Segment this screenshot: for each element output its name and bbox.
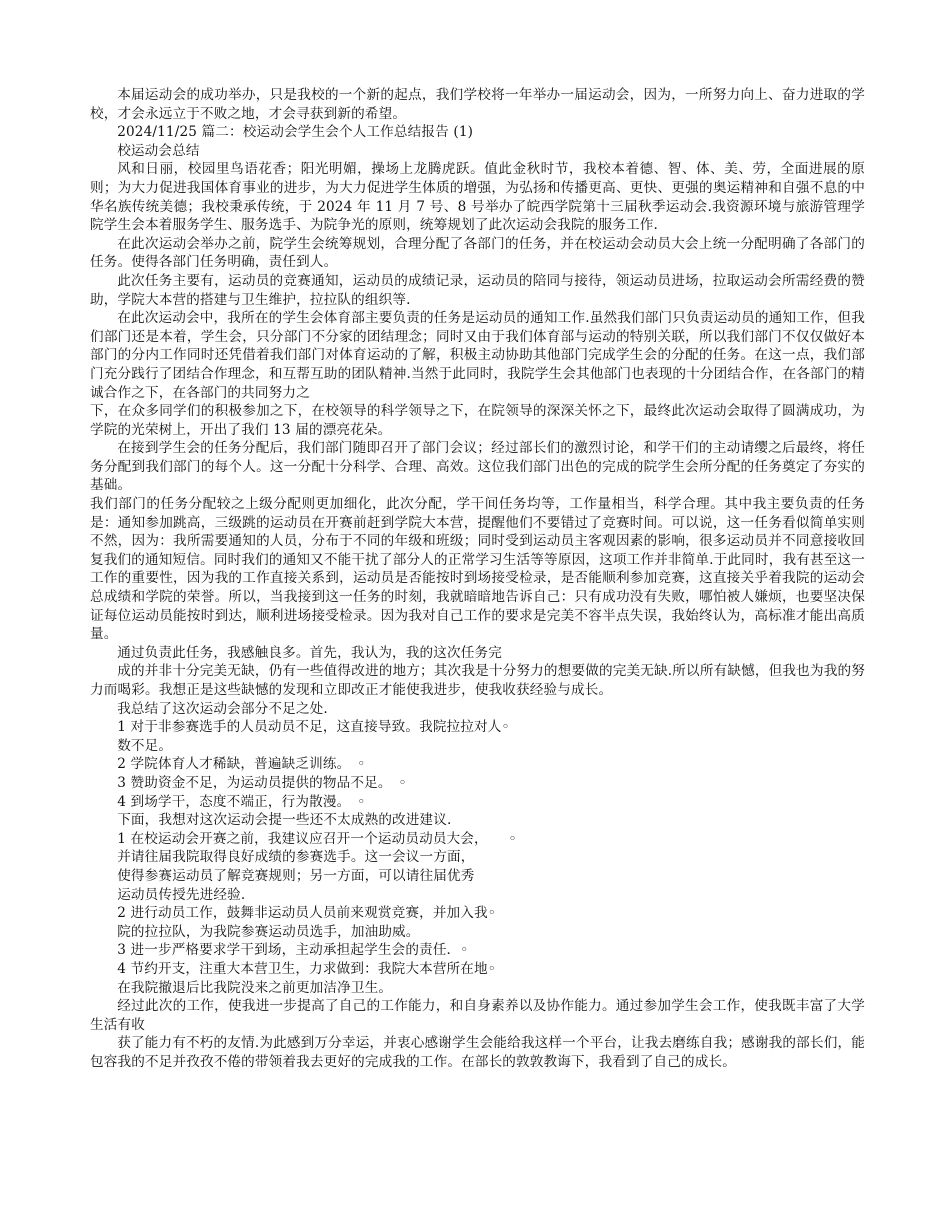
list-item-shortcoming-1-cont: 数不足。 bbox=[117, 737, 173, 754]
paragraph-opening: 风和日丽，校园里鸟语花香；阳光明媚，操场上龙腾虎跃。值此金秋时节，我校本着德、智、体、美、劳，全面进展的原则；为大力促进我国体育事业的进步，为大力促进学生体质的增强，为弘扬和传播更高、更快、更强的奥运精神和自强不息的中华名族传统美德；我校秉承传统，于 2024 年 11 月 7 号、8 号举办了皖西学院第十三届秋季运动会.我资源环境与旅游管理学院学生会本着服务学生、服务选手、为院争光的原则，统筹规划了此次运动会我院的服务工作. bbox=[90, 161, 865, 234]
paragraph-reflection: 成的并非十分完美无缺，仍有一些值得改进的地方；其次我是十分努力的想要做的完美无缺.所以所有缺憾，但我也为我的努力而喝彩。我想正是这些缺憾的发现和立即改正才能使我进步，使我收获经验与成长。 bbox=[90, 663, 865, 698]
list-item-suggestion-1-cont-c: 运动员传授先进经验. bbox=[117, 886, 246, 903]
paragraph-sports-department: 在此次运动会中，我所在的学生会体育部主要负责的任务是运动员的通知工作.虽然我们部门只负责运动员的通知工作，但我们部门还是本着，学生会，只分部门不分家的团结理念；同时又由于我们体育部与运动的特别关联，所以我们部门不仅仅做好本部门的分内工作同时还凭借着我们部门对体育运动的了解，积极主动协助其他部门完成学生会的分配的任务。在这一点，我们部门充分践行了团结合作理念，和互帮互助的团队精神.当然于此同时，我院学生会其他部门也表现的十分团结合作，在各部门的精诚合作之下，在各部门的共同努力之 bbox=[90, 310, 865, 401]
paragraph-preparation: 在此次运动会举办之前，院学生会统筹规划，合理分配了各部门的任务，并在校运动会动员大会上统一分配明确了各部门的任务。使得各部门任务明确，责任到人。 bbox=[90, 235, 865, 271]
paragraph-main-tasks: 此次任务主要有，运动员的竞赛通知，运动员的成绩记录，运动员的陪同与接待，领运动员进场，拉取运动会所需经费的赞助，学院大本营的搭建与卫生维护，拉拉队的组织等. bbox=[90, 272, 865, 308]
list-item-suggestion-2-cont: 院的拉拉队，为我院参赛运动员选手，加油助威。 bbox=[117, 923, 420, 940]
paragraph-gratitude: 获了能力有不朽的友情.为此感到万分幸运，并衷心感谢学生会能给我这样一个平台，让我去磨练自我；感谢我的部长们，能包容我的不足并孜孜不倦的带领着我去更好的完成我的工作。在部长的敦敦教诲下，我看到了自己的成长。 bbox=[90, 1035, 865, 1070]
paragraph-reflection-start: 通过负责此任务，我感触良多。首先，我认为，我的这次任务完 bbox=[117, 644, 503, 661]
list-item-shortcoming-4: 4 到场学干，态度不端正，行为散漫。 ◦ bbox=[117, 793, 366, 810]
list-item-shortcoming-2: 2 学院体育人才稀缺，普遍缺乏训练。 ◦ bbox=[117, 756, 366, 773]
paragraph-shortcomings-heading: 我总结了这次运动会部分不足之处. bbox=[117, 700, 328, 717]
paragraph-closing-intro: 本届运动会的成功举办，只是我校的一个新的起点，我们学校将一年举办一届运动会，因为，一所努力向上、奋力进取的学校，才会永远立于不败之地，才会寻获到新的希望。 bbox=[90, 87, 865, 122]
list-item-suggestion-2: 2 进行动员工作，鼓舞非运动员人员前来观赏竞赛，并加入我◦ bbox=[117, 905, 496, 922]
article-heading-date: 2024/11/25 篇二：校运动会学生会个人工作总结报告 (1) bbox=[117, 124, 474, 141]
list-item-suggestion-4-cont: 在我院撤退后比我院没来之前更加洁净卫生。 bbox=[117, 979, 393, 996]
list-item-suggestion-1-cont-b: 使得参赛运动员了解竞赛规则；另一方面，可以请往届优秀 bbox=[117, 867, 475, 884]
document-body bbox=[90, 86, 865, 1071]
list-item-suggestion-3: 3 进一步严格要求学干到场，主动承担起学生会的责任．◦ bbox=[117, 942, 469, 959]
list-item-suggestion-4: 4 节约开支，注重大本营卫生，力求做到：我院大本营所在地◦ bbox=[117, 960, 496, 977]
list-item-shortcoming-3: 3 赞助资金不足，为运动员提供的物品不足。 ◦ bbox=[117, 774, 407, 791]
paragraph-task-assignment: 在接到学生会的任务分配后，我们部门随即召开了部门会议；经过部长们的激烈讨论，和学干们的主动请缨之后最终，将任务分配到我们部门的每个人。这一分配十分科学、合理、高效。这位我们部门出色的完成的院学生会所分配的任务奠定了夯实的基础。 bbox=[90, 440, 865, 494]
paragraph-continuation: 下，在众多同学们的积极参加之下，在校领导的科学领导之下，在院领导的深深关怀之下，最终此次运动会取得了圆满成功，为学院的光荣树上，开出了我们 13 届的漂亮花朵。 bbox=[90, 403, 865, 438]
list-item-suggestion-1: 1 在校运动会开赛之前，我建议应召开一个运动员动员大会， ◦ bbox=[117, 830, 517, 847]
article-title: 校运动会总结 bbox=[117, 142, 200, 159]
paragraph-growth: 经过此次的工作，使我进一步提高了自己的工作能力，和自身素养以及协作能力。通过参加学生会工作，使我既丰富了大学生活有收 bbox=[90, 998, 865, 1033]
paragraph-my-responsibility: 我们部门的任务分配较之上级分配则更加细化，此次分配，学干间任务均等，工作量相当，科学合理。其中我主要负责的任务是：通知参加跳高，三级跳的运动员在开赛前赶到学院大本营，提醒他们不要错过了竞赛时间。可以说，这一任务看似简单实则不然，因为：我所需要通知的人员，分布于不同的年级和班级；同时受到运动员主客观因素的影响，很多运动员并不同意接收回复我们的通知短信。同时我们的通知又不能干扰了部分人的正常学习生活等等原因，这项工作并非简单.于此同时，我有甚至这一工作的重要性，因为我的工作直接关系到，运动员是否能按时到场接受检录，是否能顺利参加竞赛，这直接关乎着我院的运动会总成绩和学院的荣誉。所以，当我接到这一任务的时刻，我就暗暗地告诉自己：只有成功没有失败，哪怕被人嫌烦，也要坚决保证每位运动员能按时到达，顺利进场接受检录。因为我对自己工作的要求是完美不容半点失误，我始终认为，高标准才能出高质量。 bbox=[90, 496, 865, 643]
list-item-shortcoming-1: 1 对于非参赛选手的人员动员不足，这直接导致。我院拉拉对人◦ bbox=[117, 719, 510, 736]
paragraph-suggestions-heading: 下面，我想对这次运动会提一些还不太成熟的改进建议. bbox=[117, 812, 452, 829]
list-item-suggestion-1-cont-a: 并请往届我院取得良好成绩的参赛选手。这一会议一方面， bbox=[117, 849, 475, 866]
